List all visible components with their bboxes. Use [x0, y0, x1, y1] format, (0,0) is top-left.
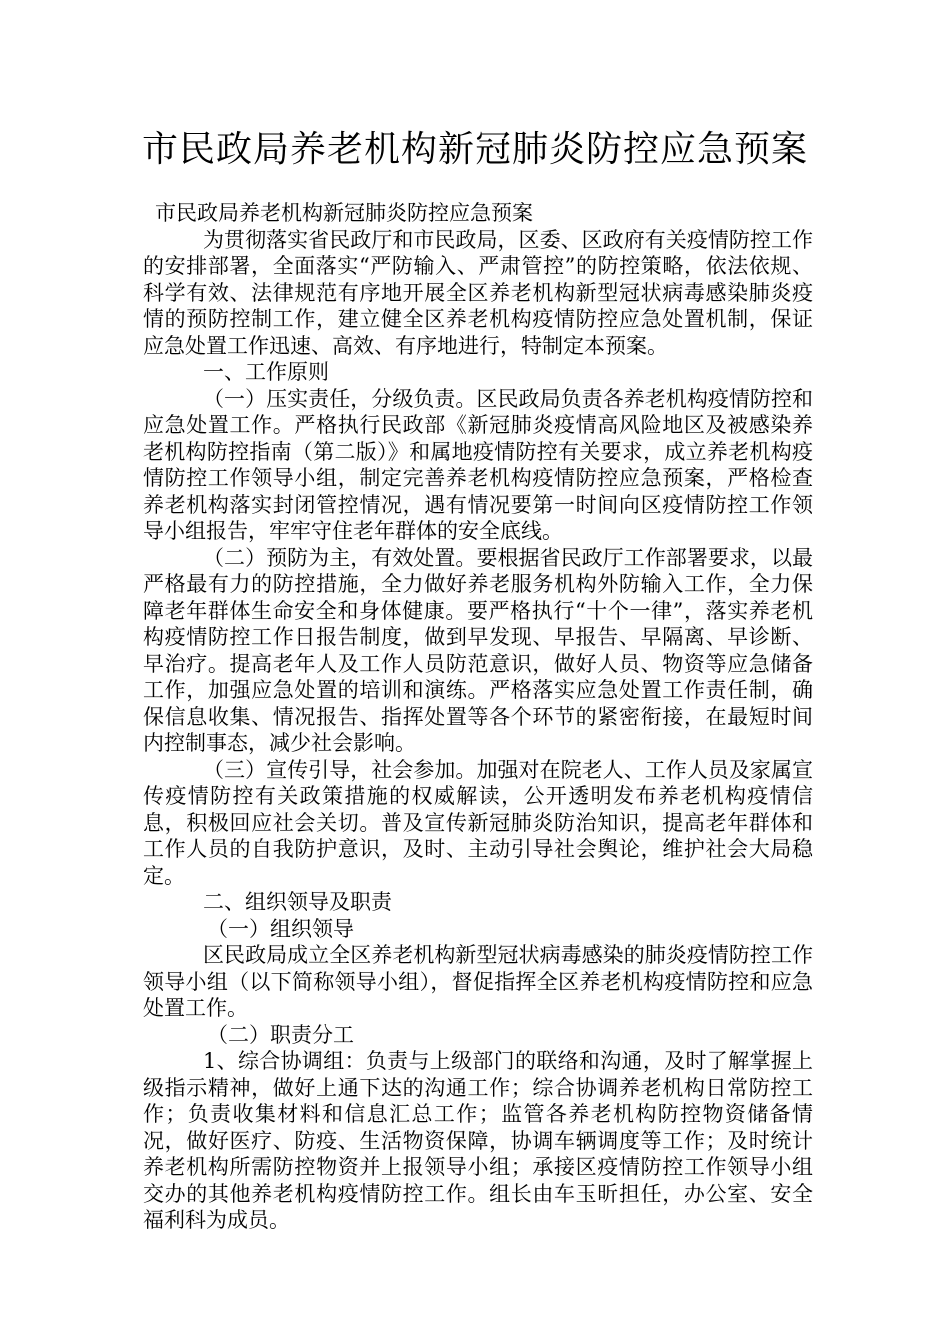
- principle-paragraph-2: （二）预防为主，有效处置。要根据省民政厅工作部署要求，以最严格最有力的防控措施，全力做好养老服务机构外防输入工作，全力保障老年群体生命安全和身体健康。要严格执行“十个一律”，落实养老机构疫情防控工作日报告制度，做到早发现、早报告、早隔离、早诊断、早治疗。提高老年人及工作人员防范意识，做好人员、物资等应急储备工作，加强应急处置的培训和演练。严格落实应急处置工作责任制，确保信息收集、情况报告、指挥处置等各个环节的紧密衔接，在最短时间内控制事态，减少社会影响。: [143, 545, 813, 755]
- section-heading-principles: 一、工作原则: [203, 360, 329, 384]
- subheading-responsibilities: （二）职责分工: [207, 1022, 354, 1047]
- document-title: 市民政局养老机构新冠肺炎防控应急预案: [141, 129, 808, 170]
- leadership-paragraph: 区民政局成立全区养老机构新型冠状病毒感染的肺炎疫情防控工作领导小组（以下简称领导小组），督促指挥全区养老机构疫情防控和应急处置工作。: [143, 943, 813, 1020]
- intro-paragraph: 为贯彻落实省民政厅和市民政局，区委、区政府有关疫情防控工作的安排部署，全面落实“严防输入、严肃管控”的防控策略，依法依规、科学有效、法律规范有序地开展全区养老机构新型冠状病毒感染肺炎疫情的预防控制工作，建立健全区养老机构疫情防控应急处置机制，保证应急处置工作迅速、高效、有序地进行，特制定本预案。: [143, 227, 813, 358]
- principle-paragraph-3: （三）宣传引导，社会参加。加强对在院老人、工作人员及家属宣传疫情防控有关政策措施的权威解读，公开透明发布养老机构疫情信息，积极回应社会关切。普及宣传新冠肺炎防治知识，提高老年群体和工作人员的自我防护意识，及时、主动引导社会舆论，维护社会大局稳定。: [143, 757, 813, 888]
- document-body: [143, 200, 813, 1234]
- document-subtitle: 市民政局养老机构新冠肺炎防控应急预案: [155, 201, 533, 225]
- principle-paragraph-1: （一）压实责任，分级负责。区民政局负责各养老机构疫情防控和应急处置工作。严格执行民政部《新冠肺炎疫情高风险地区及被感染养老机构防控指南（第二版）》和属地疫情防控有关要求，成立养老机构疫情防控工作领导小组，制定完善养老机构疫情防控应急预案，严格检查养老机构落实封闭管控情况，遇有情况要第一时间向区疫情防控工作领导小组报告，牢牢守住老年群体的安全底线。: [143, 386, 813, 543]
- responsibility-paragraph-1: 1、综合协调组：负责与上级部门的联络和沟通，及时了解掌握上级指示精神，做好上通下达的沟通工作；综合协调养老机构日常防控工作；负责收集材料和信息汇总工作；监管各养老机构防控物资储备情况，做好医疗、防疫、生活物资保障，协调车辆调度等工作；及时统计养老机构所需防控物资并上报领导小组；承接区疫情防控工作领导小组交办的其他养老机构疫情防控工作。组长由车玉昕担任，办公室、安全福利科为成员。: [143, 1049, 813, 1232]
- section-heading-organization: 二、组织领导及职责: [203, 890, 392, 914]
- subheading-leadership: （一）组织领导: [207, 916, 354, 941]
